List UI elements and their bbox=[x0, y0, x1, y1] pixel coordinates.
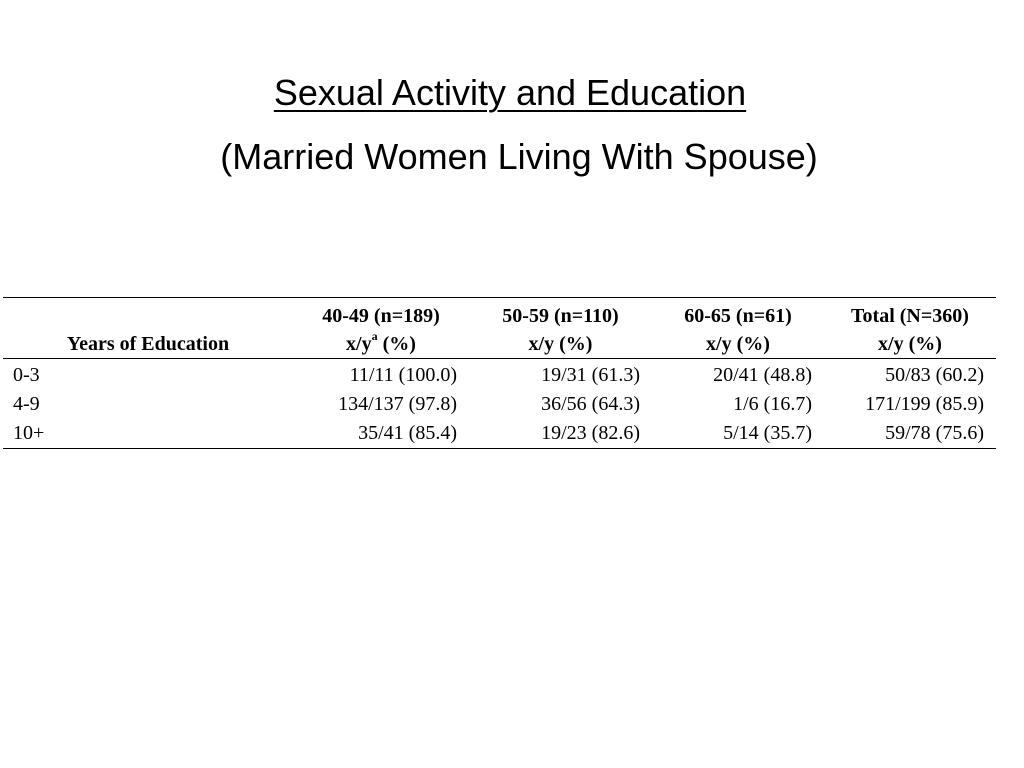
column-measure-label: x/y (%) bbox=[528, 333, 593, 355]
slide-title-text: Sexual Activity and Education bbox=[273, 72, 747, 113]
row-label: 0-3 bbox=[13, 364, 40, 386]
table-cell: 35/41 (85.4) bbox=[293, 419, 469, 449]
table-cell: 20/41 (48.8) bbox=[713, 364, 812, 386]
table-header-row bbox=[3, 298, 996, 359]
table-cell: 1/6 (16.7) bbox=[733, 393, 812, 415]
table-cell: 50/83 (60.2) bbox=[885, 364, 984, 386]
row-header-cell bbox=[3, 298, 293, 359]
column-header-cell bbox=[824, 298, 996, 359]
column-measure-label: $x/y^a$ (%) bbox=[346, 329, 416, 355]
column-measure-label: x/y (%) bbox=[878, 333, 942, 355]
column-header-cell bbox=[652, 298, 824, 359]
table-cell: 171/199 (85.9) bbox=[865, 393, 984, 415]
table-cell: 59/78 (75.6) bbox=[824, 419, 996, 449]
column-measure-label: x/y (%) bbox=[706, 333, 770, 355]
column-group-label: 50-59 (n=110) bbox=[502, 305, 619, 327]
table-row bbox=[3, 359, 996, 391]
column-group-label: 40-49 (n=189) bbox=[322, 305, 440, 327]
table-cell: 5/14 (35.7) bbox=[652, 419, 824, 449]
slide-title bbox=[0, 73, 1022, 113]
table-cell: 19/31 (61.3) bbox=[541, 364, 640, 386]
row-label: 10+ bbox=[3, 419, 293, 449]
table-cell: 134/137 (97.8) bbox=[338, 393, 457, 415]
table-cell: 19/23 (82.6) bbox=[469, 419, 652, 449]
footnote-marker: a bbox=[371, 329, 378, 344]
slide-subtitle: (Married Women Living With Spouse) bbox=[220, 136, 818, 177]
table-row bbox=[3, 390, 996, 419]
data-table-container bbox=[3, 297, 996, 449]
column-group-label: 60-65 (n=61) bbox=[684, 305, 792, 327]
table-cell: 36/56 (64.3) bbox=[541, 393, 640, 415]
education-table bbox=[3, 297, 996, 449]
table-cell: 11/11 (100.0) bbox=[349, 364, 457, 386]
row-header-label: Years of Education bbox=[66, 333, 230, 355]
column-header-cell bbox=[469, 298, 652, 359]
row-label: 4-9 bbox=[13, 393, 40, 415]
table-row bbox=[3, 419, 996, 449]
column-group-label: Total (N=360) bbox=[851, 305, 969, 327]
column-header-cell bbox=[293, 298, 469, 359]
